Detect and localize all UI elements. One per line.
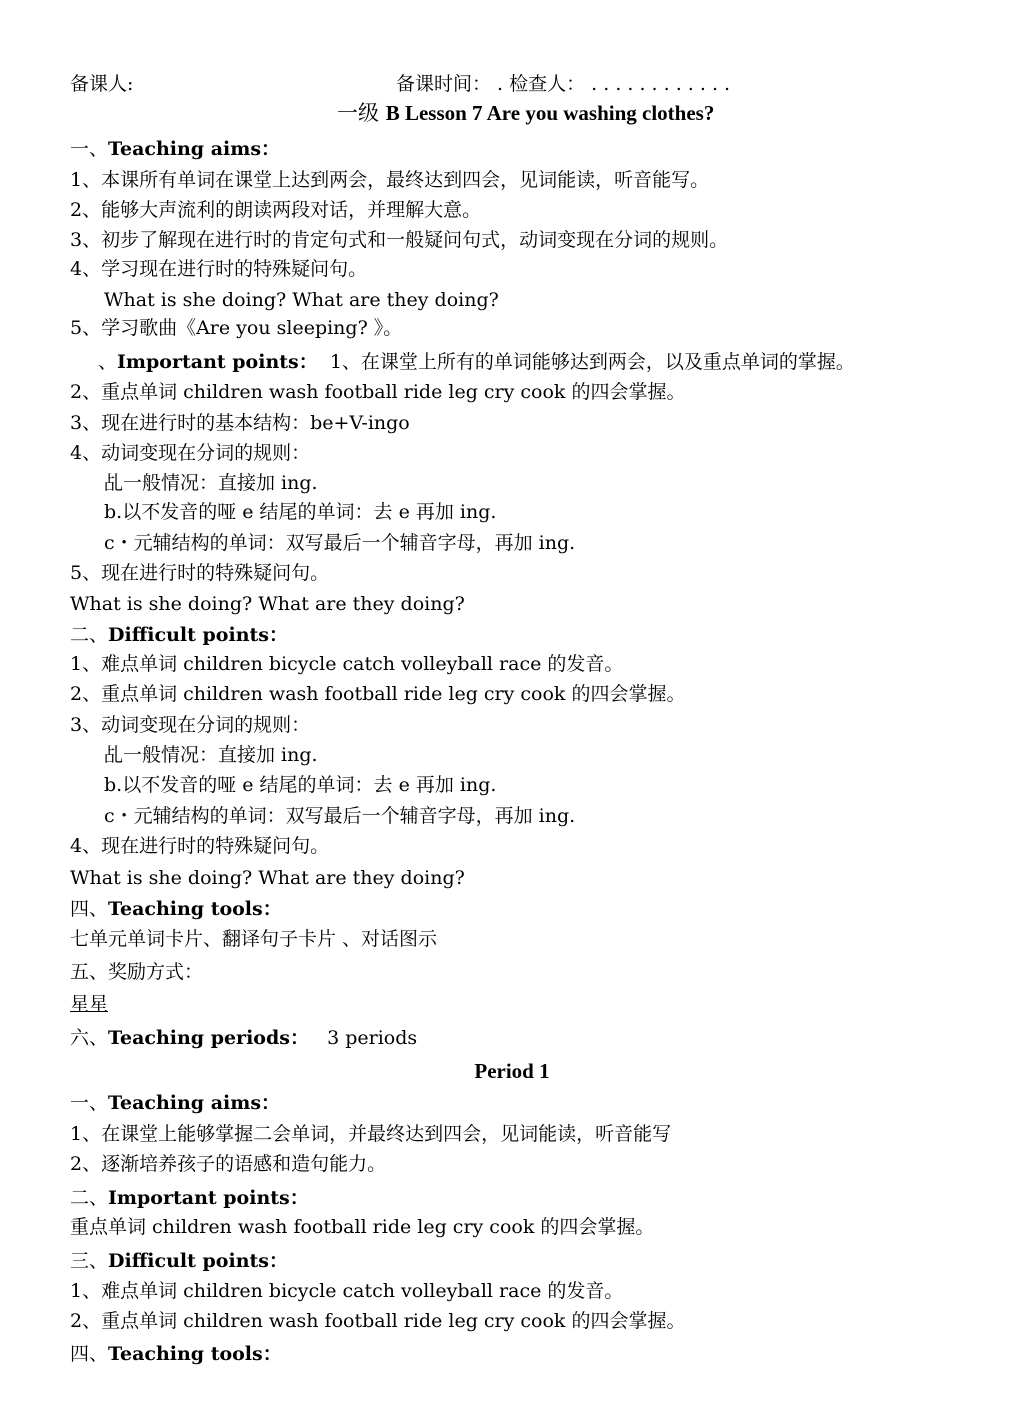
periods-heading-num: 六、 <box>70 1027 109 1049</box>
aims-item-4: 4、学习现在进行时的特殊疑问句。 <box>70 258 368 280</box>
period1-difficult-heading <box>70 1249 288 1273</box>
difficult-item-4-example: What is she doing? What are they doing? <box>70 867 465 889</box>
reward-text: 星星 <box>70 993 109 1015</box>
difficult-item-3c: c・元辅结构的单词：双写最后一个辅音字母，再加 ing. <box>104 805 576 827</box>
period1-difficult-item-1: 1、难点单词 children bicycle catch volleyball race 的发音。 <box>70 1280 624 1302</box>
lesson-title-prefix: 一级 <box>337 101 379 125</box>
aims-item-2: 2、能够大声流利的朗读两段对话，并理解大意。 <box>70 199 482 221</box>
period1-important-heading-text: Important points： <box>108 1187 309 1209</box>
aims-item-4-example: What is she doing? What are they doing? <box>104 289 499 311</box>
period1-tools-num: 四、 <box>70 1343 109 1365</box>
aims-heading <box>70 137 280 161</box>
lesson-title-text: B Lesson 7 Are you washing clothes? <box>385 101 715 125</box>
difficult-item-3b: b.以不发音的哑 e 结尾的单词：去 e 再加 ing. <box>104 774 497 796</box>
aims-heading-text: Teaching aims： <box>108 138 281 160</box>
period1-title: Period 1 <box>474 1059 550 1083</box>
important-item-2: 2、重点单词 children wash football ride leg cry cook 的四会掌握。 <box>70 381 686 403</box>
period1-aims-item-2: 2、逐渐培养孩子的语感和造句能力。 <box>70 1153 387 1175</box>
important-heading <box>98 350 855 374</box>
important-heading-text: Important points： <box>117 351 318 373</box>
period1-tools-heading <box>70 1342 282 1366</box>
periods-heading <box>70 1026 417 1050</box>
lesson-title <box>337 100 714 126</box>
period1-aims-num: 一、 <box>70 1092 109 1114</box>
reward-heading: 五、奖励方式： <box>70 961 204 983</box>
difficult-item-1: 1、难点单词 children bicycle catch volleyball race 的发音。 <box>70 653 624 675</box>
important-item-4c: c・元辅结构的单词：双写最后一个辅音字母，再加 ing. <box>104 532 576 554</box>
aims-item-3: 3、初步了解现在进行时的肯定句式和一般疑问句式，动词变现在分词的规则。 <box>70 229 729 251</box>
important-item-4b: b.以不发音的哑 e 结尾的单词：去 e 再加 ing. <box>104 501 497 523</box>
period1-tools-heading-text: Teaching tools： <box>108 1343 282 1365</box>
period1-difficult-num: 三、 <box>70 1250 109 1272</box>
period1-important-num: 二、 <box>70 1187 109 1209</box>
aims-item-5: 5、学习歌曲《Are you sleeping? 》。 <box>70 317 403 339</box>
important-item-4a: 乩一般情况：直接加 ing. <box>104 472 318 494</box>
periods-heading-text: Teaching periods： <box>108 1027 309 1049</box>
important-item-5: 5、现在进行时的特殊疑问句。 <box>70 562 330 584</box>
difficult-item-3a: 乩一般情况：直接加 ing. <box>104 744 318 766</box>
aims-item-1: 1、本课所有单词在课堂上达到两会，最终达到四会，见词能读，听音能写。 <box>70 169 710 191</box>
difficult-item-4: 4、现在进行时的特殊疑问句。 <box>70 835 330 857</box>
preparer-label: 备课人: <box>70 73 134 95</box>
important-item-4: 4、动词变现在分词的规则： <box>70 442 311 464</box>
difficult-heading-text: Difficult points： <box>108 624 288 646</box>
tools-text: 七单元单词卡片、翻译句子卡片 、对话图示 <box>70 928 438 950</box>
difficult-heading <box>70 623 288 647</box>
tools-heading <box>70 897 282 921</box>
aims-heading-num: 一、 <box>70 138 109 160</box>
tools-heading-num: 四、 <box>70 898 109 920</box>
period1-aims-item-1: 1、在课堂上能够掌握二会单词，并最终达到四会，见词能读，听音能写 <box>70 1123 672 1145</box>
important-item-1: 1、在课堂上所有的单词能够达到两会，以及重点单词的掌握。 <box>329 351 855 373</box>
period1-important-heading <box>70 1186 309 1210</box>
period1-difficult-item-2: 2、重点单词 children wash football ride leg cry cook 的四会掌握。 <box>70 1310 686 1332</box>
period1-important-text: 重点单词 children wash football ride leg cry cook 的四会掌握。 <box>70 1216 655 1238</box>
difficult-item-3: 3、动词变现在分词的规则： <box>70 714 311 736</box>
important-item-5-example: What is she doing? What are they doing? <box>70 593 465 615</box>
period1-aims-heading <box>70 1091 280 1115</box>
periods-value: 3 periods <box>327 1027 418 1049</box>
difficult-item-2: 2、重点单词 children wash football ride leg cry cook 的四会掌握。 <box>70 683 686 705</box>
period1-aims-heading-text: Teaching aims： <box>108 1092 281 1114</box>
important-heading-num: 、 <box>98 351 118 373</box>
period1-difficult-heading-text: Difficult points： <box>108 1250 288 1272</box>
important-item-3: 3、现在进行时的基本结构：be+V-ingo <box>70 412 410 434</box>
time-checker-label: 备课时间： . 检查人： . . . . . . . . . . . . <box>396 73 731 95</box>
difficult-heading-num: 二、 <box>70 624 109 646</box>
tools-heading-text: Teaching tools： <box>108 898 282 920</box>
